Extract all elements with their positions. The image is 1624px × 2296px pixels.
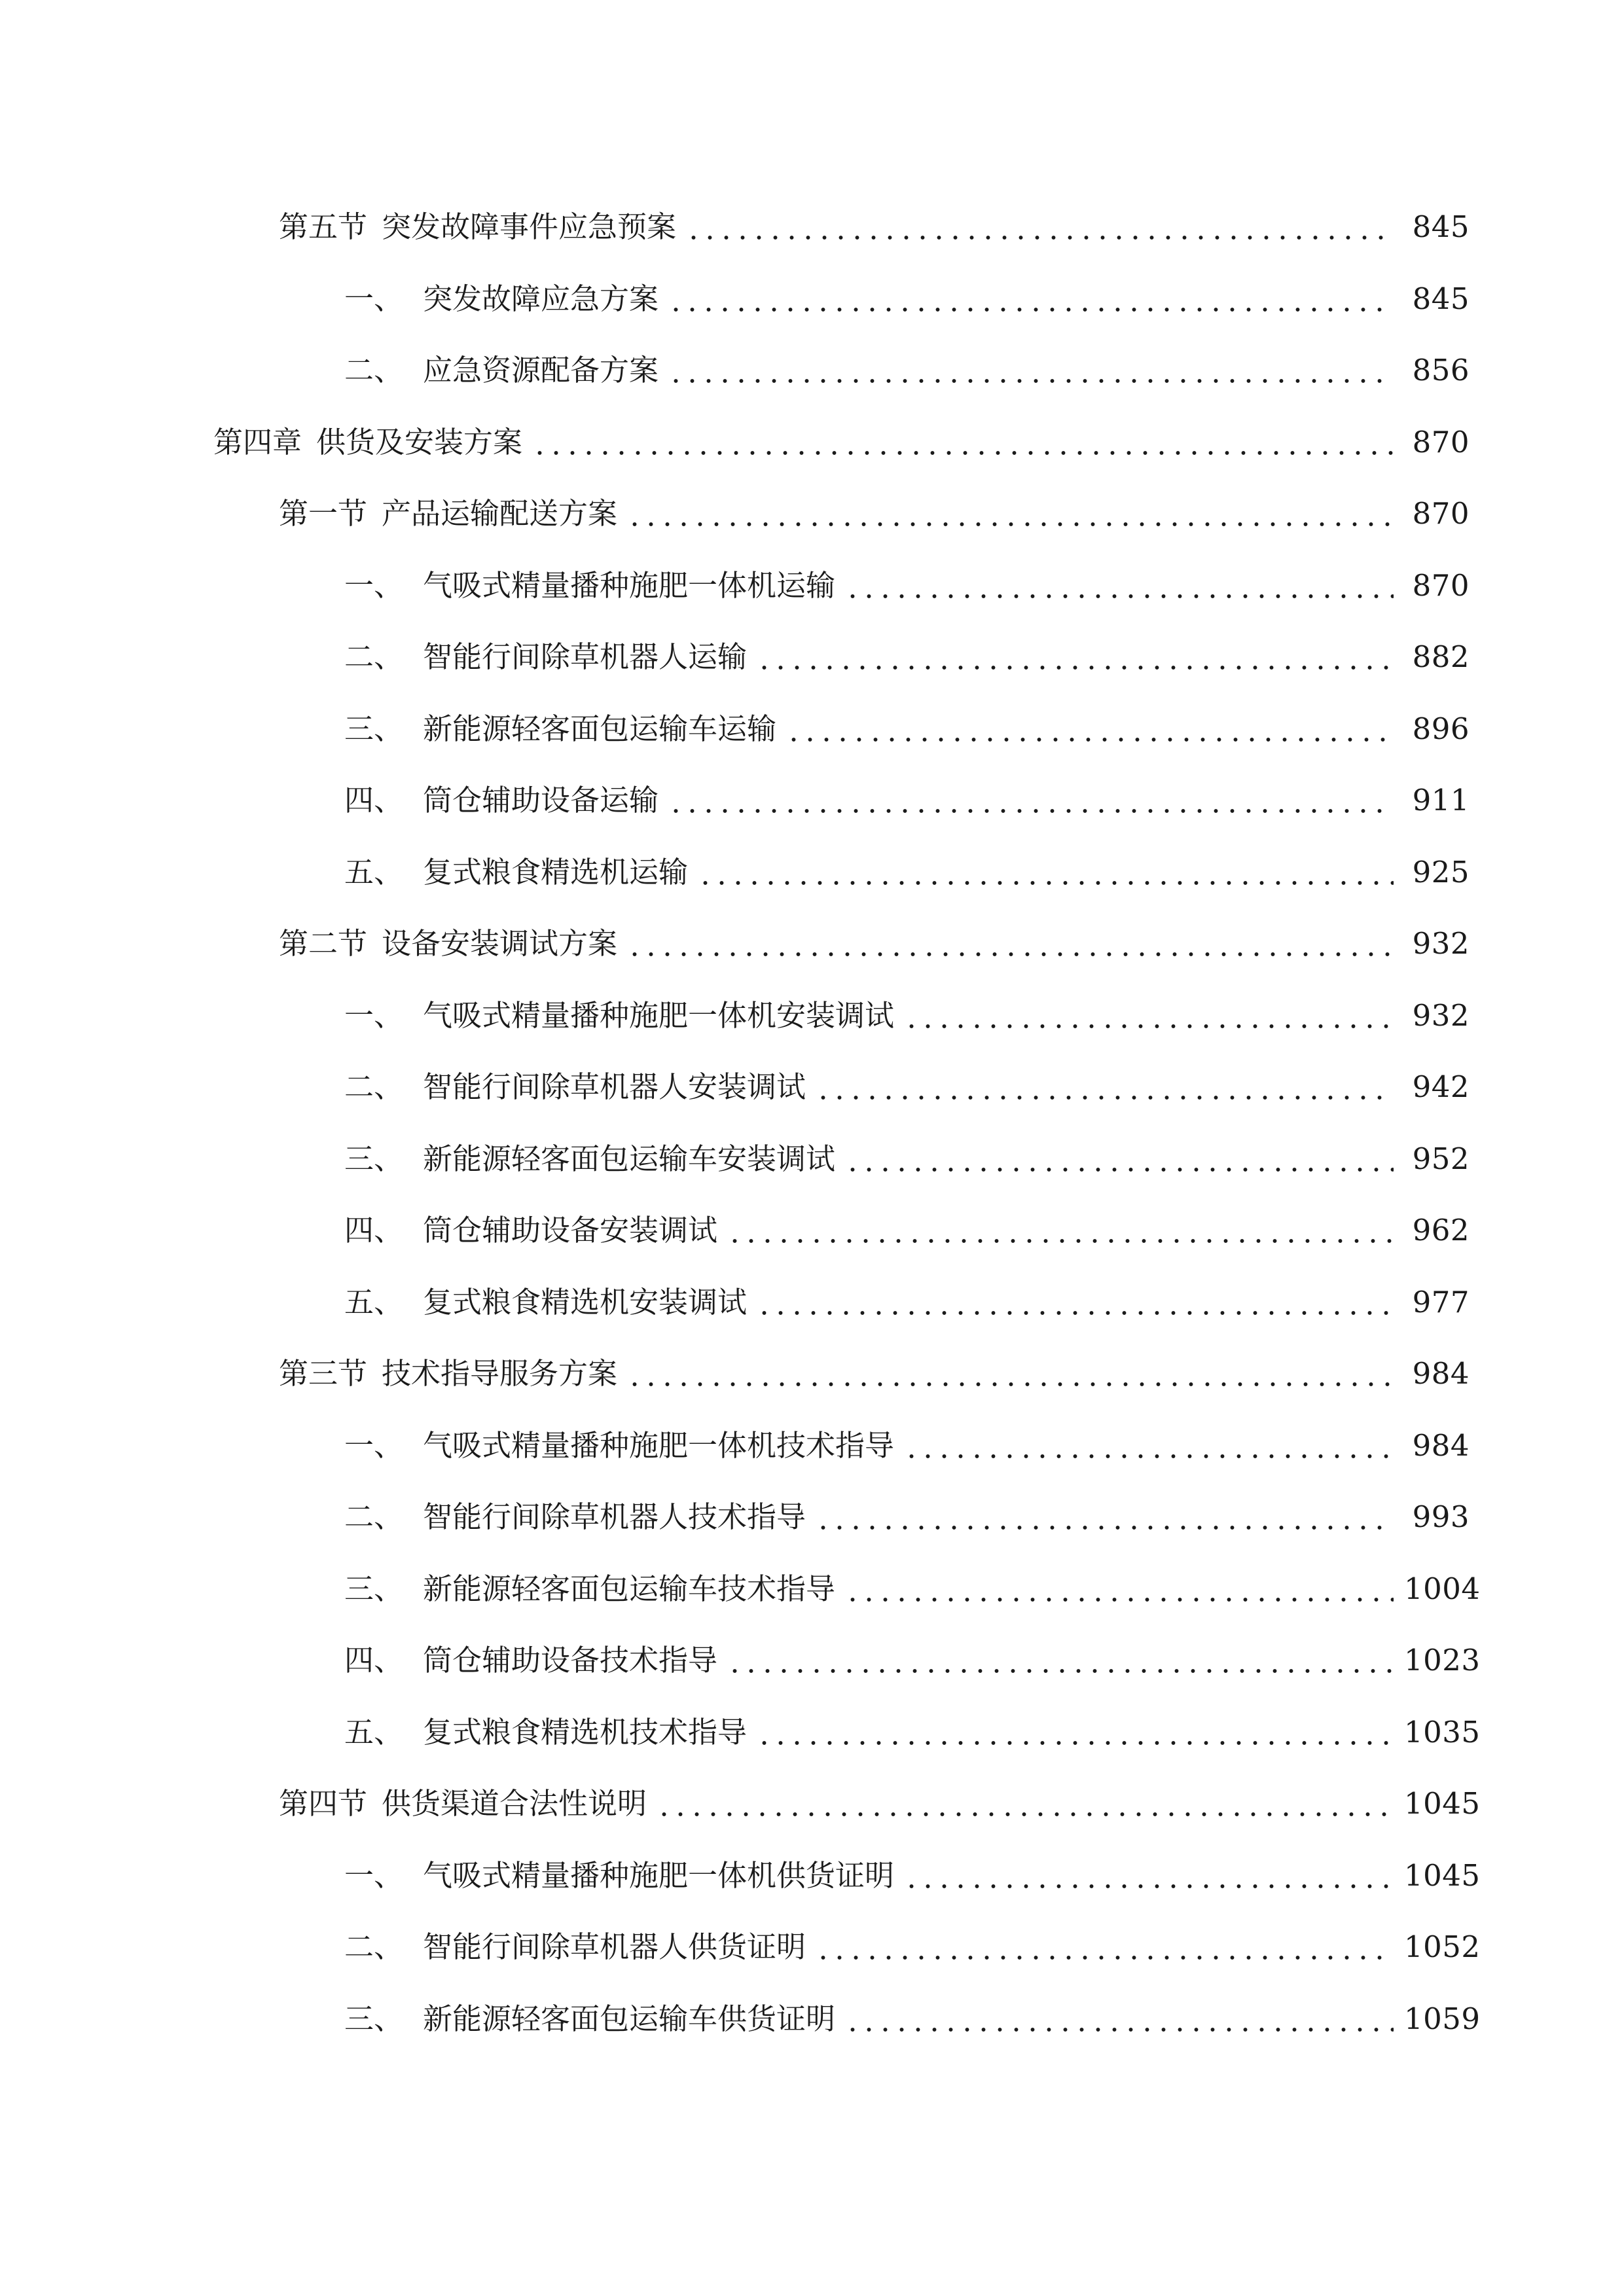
toc-entry-number: 四、 [344,1643,404,1678]
toc-dot-leader [756,1717,1394,1747]
toc-entry-title: 智能行间除草机器人运输 [423,639,748,675]
toc-dot-leader [626,1359,1394,1388]
toc-entry-heading [344,1069,806,1105]
toc-page-number: 856 [1412,353,1470,388]
toc-entry-heading [344,353,659,388]
toc-subsection-entry[interactable] [0,1123,1624,1195]
toc-entry-heading [344,567,836,603]
toc-page-number: 845 [1412,281,1470,316]
toc-page-number: 870 [1412,496,1470,531]
toc-dot-leader [785,714,1394,744]
toc-dot-leader [844,1144,1394,1174]
toc-dot-leader [685,212,1394,242]
toc-entry-heading [344,783,659,818]
toc-dot-leader [844,571,1394,600]
toc-subsection-entry[interactable] [0,263,1624,335]
toc-entry-number: 一、 [344,1857,404,1893]
toc-page-number: 911 [1412,783,1470,818]
toc-subsection-entry[interactable] [0,693,1624,765]
toc-entry-heading [344,1571,836,1606]
toc-subsection-entry[interactable] [0,764,1624,836]
toc-entry-title: 复式粮食精选机运输 [423,854,689,889]
table-of-contents [0,191,1624,2054]
toc-entry-number: 一、 [344,567,404,603]
toc-dot-leader [903,1431,1394,1460]
toc-entry-title: 新能源轻客面包运输车技术指导 [423,1571,836,1606]
toc-subsection-entry[interactable] [0,1410,1624,1482]
toc-entry-heading [344,1499,806,1535]
toc-entry-title: 气吸式精量播种施肥一体机运输 [423,567,836,603]
toc-dot-leader [756,1287,1394,1317]
toc-entry-heading [344,639,748,675]
toc-entry-number: 三、 [344,1141,404,1176]
toc-entry-title: 突发故障事件应急预案 [382,209,677,245]
toc-chapter-entry[interactable] [0,406,1624,478]
toc-entry-title: 突发故障应急方案 [423,281,659,316]
toc-dot-leader [727,1215,1394,1245]
toc-entry-title: 筒仓辅助设备安装调试 [423,1213,718,1248]
toc-entry-number: 第四节 [279,1786,368,1821]
toc-entry-number: 三、 [344,2001,404,2036]
toc-entry-title: 设备安装调试方案 [382,926,618,961]
toc-entry-number: 五、 [344,1714,404,1749]
toc-entry-title: 复式粮食精选机技术指导 [423,1714,748,1749]
toc-entry-title: 复式粮食精选机安装调试 [423,1284,748,1319]
toc-page-number: 932 [1412,997,1470,1033]
toc-dot-leader [668,355,1394,385]
toc-section-entry[interactable] [0,1338,1624,1410]
toc-dot-leader [756,642,1394,672]
toc-entry-title: 新能源轻客面包运输车运输 [423,711,777,746]
toc-dot-leader [697,857,1394,887]
toc-entry-number: 四、 [344,1213,404,1248]
toc-entry-number: 二、 [344,1929,404,1965]
toc-entry-heading [344,1643,718,1678]
toc-entry-heading [344,2001,836,2036]
toc-page-number: 1045 [1404,1857,1481,1893]
toc-page-number: 977 [1412,1284,1470,1319]
toc-dot-leader [815,1072,1394,1102]
toc-subsection-entry[interactable] [0,1911,1624,1983]
toc-entry-heading [344,997,895,1033]
toc-entry-title: 气吸式精量播种施肥一体机安装调试 [423,997,895,1033]
toc-entry-title: 筒仓辅助设备运输 [423,783,659,818]
toc-entry-title: 气吸式精量播种施肥一体机供货证明 [423,1857,895,1893]
toc-page-number: 1004 [1404,1571,1481,1606]
toc-subsection-entry[interactable] [0,1983,1624,2055]
toc-entry-heading [279,1356,618,1391]
toc-subsection-entry[interactable] [0,1840,1624,1912]
toc-subsection-entry[interactable] [0,1266,1624,1338]
toc-dot-leader [656,1789,1394,1818]
toc-page-number: 952 [1412,1141,1470,1176]
toc-entry-heading [279,926,618,961]
toc-entry-heading [344,711,777,746]
toc-entry-heading [344,1427,895,1463]
toc-entry-title: 智能行间除草机器人供货证明 [423,1929,806,1965]
toc-entry-heading [344,1213,718,1248]
toc-page-number: 870 [1412,567,1470,603]
toc-section-entry[interactable] [0,478,1624,550]
toc-entry-title: 新能源轻客面包运输车供货证明 [423,2001,836,2036]
toc-subsection-entry[interactable] [0,1051,1624,1123]
toc-page-number: 1023 [1404,1643,1481,1678]
toc-page-number: 984 [1412,1356,1470,1391]
toc-subsection-entry[interactable] [0,1624,1624,1696]
toc-dot-leader [844,1574,1394,1604]
toc-subsection-entry[interactable] [0,1481,1624,1553]
toc-entry-title: 供货渠道合法性说明 [382,1786,647,1821]
toc-entry-number: 一、 [344,281,404,316]
toc-entry-title: 智能行间除草机器人技术指导 [423,1499,806,1535]
toc-entry-title: 技术指导服务方案 [382,1356,618,1391]
toc-dot-leader [903,1861,1394,1890]
toc-entry-title: 筒仓辅助设备技术指导 [423,1643,718,1678]
toc-entry-number: 四、 [344,783,404,818]
toc-entry-number: 一、 [344,997,404,1033]
toc-page-number: 882 [1412,639,1470,675]
toc-page-number: 1052 [1404,1929,1481,1965]
toc-entry-heading [213,424,523,459]
toc-page-number: 1045 [1404,1786,1481,1821]
toc-page-number: 962 [1412,1213,1470,1248]
toc-entry-heading [344,1141,836,1176]
toc-page-number: 984 [1412,1427,1470,1463]
toc-entry-number: 一、 [344,1427,404,1463]
toc-entry-title: 产品运输配送方案 [382,496,618,531]
toc-page-number: 942 [1412,1069,1470,1105]
toc-subsection-entry[interactable] [0,1553,1624,1625]
toc-entry-heading [344,1714,748,1749]
toc-page-number: 1059 [1404,2001,1481,2036]
toc-dot-leader [815,1932,1394,1962]
toc-page-number: 1035 [1404,1714,1481,1749]
toc-entry-number: 五、 [344,1284,404,1319]
toc-entry-number: 第五节 [279,209,368,245]
toc-page-number: 993 [1412,1499,1470,1535]
toc-entry-number: 三、 [344,1571,404,1606]
toc-subsection-entry[interactable] [0,980,1624,1052]
toc-page-number: 896 [1412,711,1470,746]
toc-dot-leader [626,929,1394,958]
toc-dot-leader [532,427,1394,457]
toc-entry-title: 新能源轻客面包运输车安装调试 [423,1141,836,1176]
toc-dot-leader [668,284,1394,314]
toc-entry-title: 智能行间除草机器人安装调试 [423,1069,806,1105]
toc-section-entry[interactable] [0,191,1624,263]
toc-entry-number: 二、 [344,1069,404,1105]
toc-page-number: 845 [1412,209,1470,245]
toc-page-number: 870 [1412,424,1470,459]
toc-entry-number: 第二节 [279,926,368,961]
toc-entry-number: 二、 [344,353,404,388]
toc-section-entry[interactable] [0,908,1624,980]
toc-subsection-entry[interactable] [0,550,1624,622]
toc-entry-heading [279,496,618,531]
toc-dot-leader [844,2004,1394,2034]
toc-dot-leader [815,1502,1394,1532]
toc-page-number: 925 [1412,854,1470,889]
toc-entry-heading [344,854,689,889]
toc-entry-heading [279,1786,647,1821]
toc-entry-number: 第一节 [279,496,368,531]
toc-entry-heading [279,209,677,245]
toc-entry-title: 供货及安装方案 [316,424,523,459]
toc-entry-number: 第四章 [213,424,302,459]
toc-subsection-entry[interactable] [0,621,1624,693]
toc-entry-number: 五、 [344,854,404,889]
toc-entry-number: 二、 [344,639,404,675]
toc-section-entry[interactable] [0,1768,1624,1840]
toc-entry-heading [344,1929,806,1965]
toc-page-number: 932 [1412,926,1470,961]
toc-dot-leader [727,1645,1394,1675]
toc-entry-number: 三、 [344,711,404,746]
toc-entry-number: 第三节 [279,1356,368,1391]
toc-entry-title: 应急资源配备方案 [423,353,659,388]
toc-subsection-entry[interactable] [0,334,1624,406]
toc-subsection-entry[interactable] [0,1194,1624,1266]
toc-entry-title: 气吸式精量播种施肥一体机技术指导 [423,1427,895,1463]
toc-dot-leader [903,1001,1394,1030]
toc-subsection-entry[interactable] [0,1696,1624,1768]
toc-dot-leader [668,785,1394,815]
toc-entry-number: 二、 [344,1499,404,1535]
toc-subsection-entry[interactable] [0,836,1624,908]
toc-dot-leader [626,499,1394,528]
toc-entry-heading [344,1857,895,1893]
toc-entry-heading [344,281,659,316]
toc-entry-heading [344,1284,748,1319]
